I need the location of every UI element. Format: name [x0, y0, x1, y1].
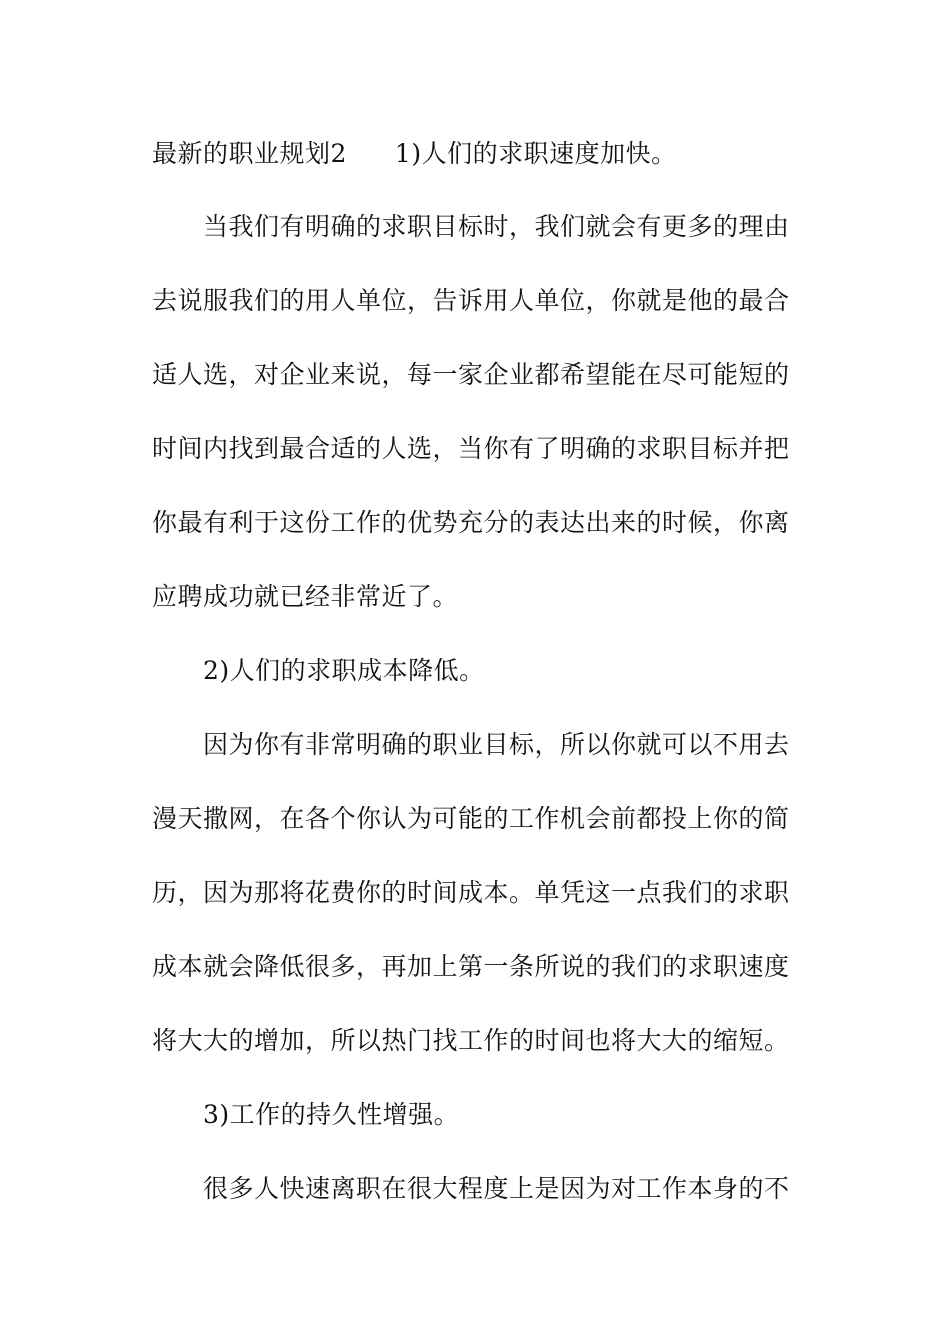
point-2-heading: 2)人们的求职成本降低。 — [152, 656, 485, 685]
paragraph-line-6: 应聘成功就已经非常近了。 — [152, 582, 459, 611]
paragraph-line-3: 适人选，对企业来说，每一家企业都希望能在尽可能短的 — [152, 360, 790, 389]
paragraph-line-8: 漫天撒网，在各个你认为可能的工作机会前都投上你的简 — [152, 804, 790, 833]
paragraph-line-7: 因为你有非常明确的职业目标，所以你就可以不用去 — [152, 730, 790, 759]
paragraph-line-10: 成本就会降低很多，再加上第一条所说的我们的求职速度 — [152, 952, 790, 981]
paragraph-line-1: 当我们有明确的求职目标时，我们就会有更多的理由 — [152, 212, 790, 241]
paragraph-line-2: 去说服我们的用人单位，告诉用人单位，你就是他的最合 — [152, 286, 790, 315]
point-3-heading: 3)工作的持久性增强。 — [152, 1100, 460, 1129]
paragraph-line-4: 时间内找到最合适的人选，当你有了明确的求职目标并把 — [152, 434, 790, 463]
paragraph-line-5: 你最有利于这份工作的优势充分的表达出来的时候，你离 — [152, 508, 790, 537]
point-1-heading: 1)人们的求职速度加快。 — [394, 139, 677, 168]
paragraph-line-11: 将大大的增加，所以热门找工作的时间也将大大的缩短。 — [152, 1026, 790, 1055]
document-title: 最新的职业规划2 — [152, 139, 347, 168]
paragraph-line-12: 很多人快速离职在很大程度上是因为对工作本身的不 — [152, 1174, 790, 1203]
heading-line — [152, 138, 792, 170]
paragraph-line-9: 历，因为那将花费你的时间成本。单凭这一点我们的求职 — [152, 878, 790, 907]
